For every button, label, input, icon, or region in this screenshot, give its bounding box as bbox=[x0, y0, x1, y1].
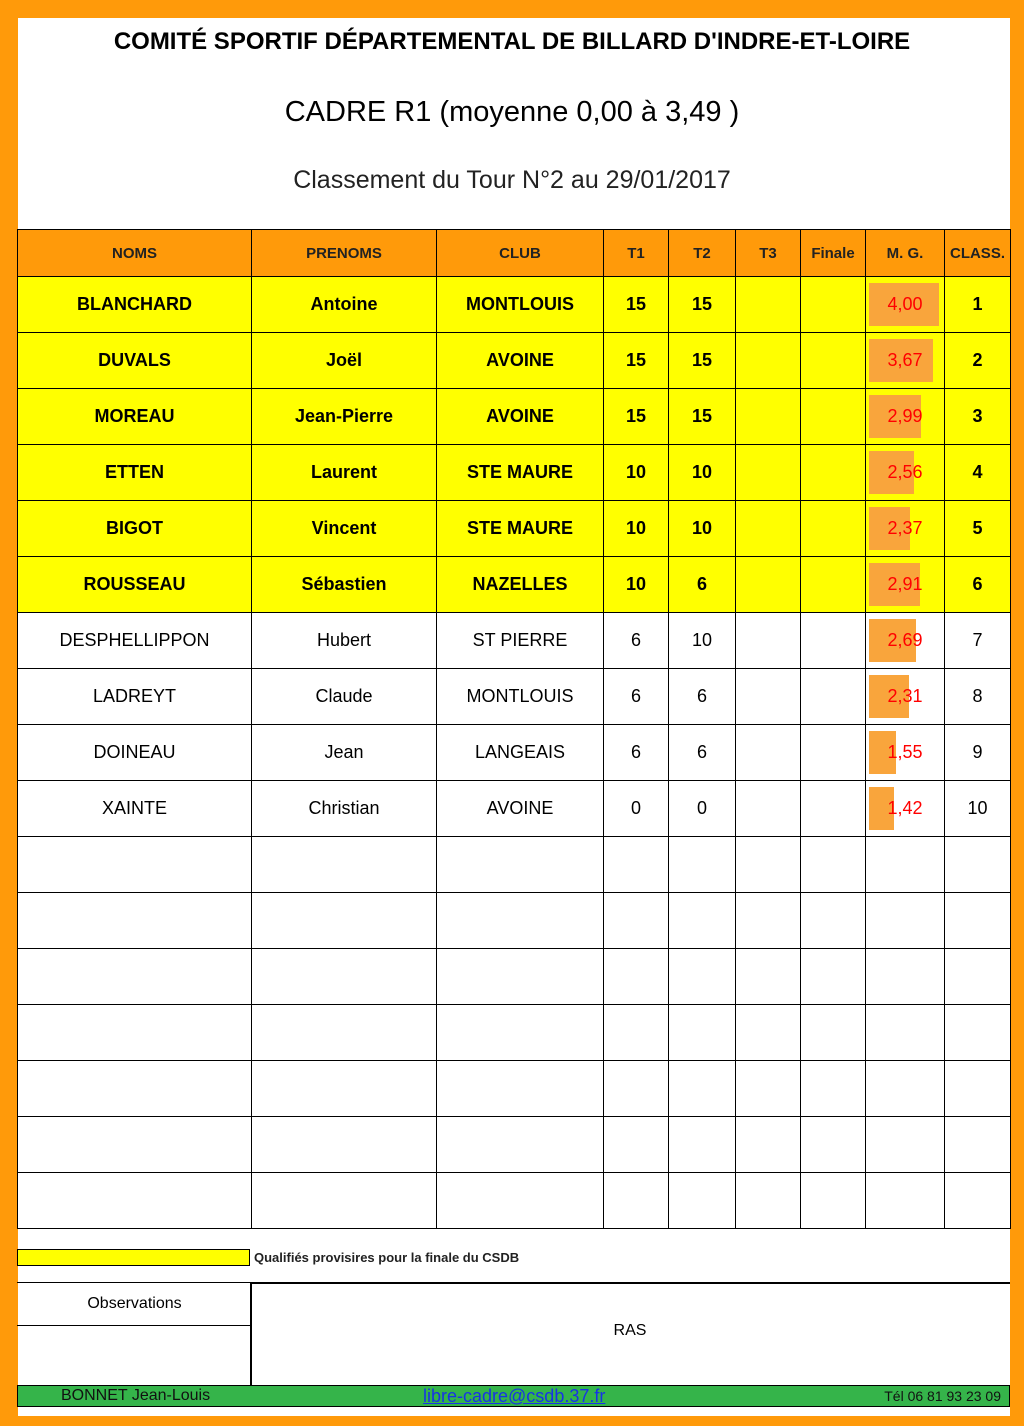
empty-cell bbox=[801, 893, 866, 949]
empty-cell bbox=[866, 949, 945, 1005]
cell-nom: DOINEAU bbox=[18, 725, 252, 781]
cell-t1: 6 bbox=[604, 725, 669, 781]
empty-cell bbox=[604, 1173, 669, 1229]
legend-text: Qualifiés provisires pour la finale du CSDB bbox=[254, 1250, 520, 1265]
cell-prenom: Vincent bbox=[252, 501, 437, 557]
footer-contact-name: BONNET Jean-Louis bbox=[61, 1387, 211, 1404]
cell-prenom: Jean bbox=[252, 725, 437, 781]
cell-t2: 15 bbox=[669, 333, 736, 389]
mg-value: 4,00 bbox=[887, 294, 923, 314]
cell-t3 bbox=[736, 781, 801, 837]
mg-value: 2,31 bbox=[887, 686, 923, 706]
cell-t1: 10 bbox=[604, 501, 669, 557]
table-row bbox=[18, 781, 1011, 837]
cell-class: 8 bbox=[945, 669, 1011, 725]
col-header-class: CLASS. bbox=[945, 230, 1011, 277]
empty-cell bbox=[801, 1061, 866, 1117]
empty-cell bbox=[437, 1117, 604, 1173]
empty-cell bbox=[604, 1005, 669, 1061]
cell-finale bbox=[801, 501, 866, 557]
ranking-table bbox=[17, 229, 1011, 1229]
empty-cell bbox=[604, 949, 669, 1005]
empty-cell bbox=[866, 1173, 945, 1229]
empty-cell bbox=[18, 1005, 252, 1061]
col-header-mg: M. G. bbox=[866, 230, 945, 277]
cell-t2: 6 bbox=[669, 557, 736, 613]
empty-table-row bbox=[18, 1117, 1011, 1173]
cell-t1: 6 bbox=[604, 613, 669, 669]
cell-prenom: Christian bbox=[252, 781, 437, 837]
empty-cell bbox=[437, 1173, 604, 1229]
empty-cell bbox=[736, 1005, 801, 1061]
observations-text: RAS bbox=[613, 1322, 647, 1339]
cell-club: NAZELLES bbox=[437, 557, 604, 613]
cell-t2: 15 bbox=[669, 389, 736, 445]
cell-prenom: Jean-Pierre bbox=[252, 389, 437, 445]
empty-cell bbox=[866, 893, 945, 949]
table-row bbox=[18, 501, 1011, 557]
cell-t3 bbox=[736, 389, 801, 445]
empty-cell bbox=[736, 1173, 801, 1229]
cell-prenom: Sébastien bbox=[252, 557, 437, 613]
empty-cell bbox=[252, 1173, 437, 1229]
empty-table-row bbox=[18, 893, 1011, 949]
empty-cell bbox=[252, 837, 437, 893]
col-header-noms: NOMS bbox=[18, 230, 252, 277]
cell-t3 bbox=[736, 613, 801, 669]
empty-cell bbox=[604, 1061, 669, 1117]
cell-class: 5 bbox=[945, 501, 1011, 557]
cell-mg bbox=[866, 613, 945, 669]
cell-t3 bbox=[736, 277, 801, 333]
cell-club: MONTLOUIS bbox=[437, 669, 604, 725]
empty-cell bbox=[252, 893, 437, 949]
cell-t3 bbox=[736, 501, 801, 557]
mg-value: 2,91 bbox=[887, 574, 923, 594]
empty-cell bbox=[18, 949, 252, 1005]
empty-cell bbox=[437, 1005, 604, 1061]
table-row bbox=[18, 557, 1011, 613]
cell-finale bbox=[801, 445, 866, 501]
table-row bbox=[18, 669, 1011, 725]
empty-cell bbox=[669, 837, 736, 893]
empty-cell bbox=[669, 949, 736, 1005]
empty-cell bbox=[945, 837, 1011, 893]
cell-prenom: Hubert bbox=[252, 613, 437, 669]
cell-club: STE MAURE bbox=[437, 445, 604, 501]
cell-club: LANGEAIS bbox=[437, 725, 604, 781]
empty-cell bbox=[866, 1005, 945, 1061]
table-row bbox=[18, 333, 1011, 389]
cell-prenom: Antoine bbox=[252, 277, 437, 333]
mg-value: 2,56 bbox=[887, 462, 923, 482]
cell-class: 9 bbox=[945, 725, 1011, 781]
cell-t2: 6 bbox=[669, 669, 736, 725]
cell-t1: 15 bbox=[604, 333, 669, 389]
col-header-t2: T2 bbox=[669, 230, 736, 277]
empty-cell bbox=[736, 1117, 801, 1173]
col-header-finale: Finale bbox=[801, 230, 866, 277]
cell-t1: 15 bbox=[604, 389, 669, 445]
empty-cell bbox=[736, 949, 801, 1005]
footer-email-link[interactable]: libre-cadre@csdb.37.fr bbox=[423, 1386, 606, 1406]
cell-mg bbox=[866, 781, 945, 837]
cell-prenom: Laurent bbox=[252, 445, 437, 501]
cell-class: 2 bbox=[945, 333, 1011, 389]
empty-cell bbox=[866, 1061, 945, 1117]
col-header-t3: T3 bbox=[736, 230, 801, 277]
col-header-club: CLUB bbox=[437, 230, 604, 277]
cell-mg bbox=[866, 557, 945, 613]
cell-nom: MOREAU bbox=[18, 389, 252, 445]
observations-label: Observations bbox=[17, 1282, 252, 1326]
empty-cell bbox=[801, 837, 866, 893]
table-header-row bbox=[18, 230, 1011, 277]
empty-table-row bbox=[18, 1005, 1011, 1061]
empty-cell bbox=[437, 837, 604, 893]
empty-cell bbox=[18, 1117, 252, 1173]
empty-cell bbox=[252, 1117, 437, 1173]
cell-finale bbox=[801, 333, 866, 389]
observations-top-border bbox=[250, 1282, 1010, 1284]
col-header-prenoms: PRENOMS bbox=[252, 230, 437, 277]
empty-cell bbox=[18, 1173, 252, 1229]
mg-value: 2,69 bbox=[887, 630, 923, 650]
empty-table-row bbox=[18, 837, 1011, 893]
table-row bbox=[18, 613, 1011, 669]
cell-nom: DESPHELLIPPON bbox=[18, 613, 252, 669]
empty-cell bbox=[604, 837, 669, 893]
cell-prenom: Claude bbox=[252, 669, 437, 725]
cell-prenom: Joël bbox=[252, 333, 437, 389]
cell-t3 bbox=[736, 333, 801, 389]
table-body bbox=[18, 277, 1011, 1229]
cell-t1: 10 bbox=[604, 445, 669, 501]
cell-finale bbox=[801, 277, 866, 333]
cell-class: 7 bbox=[945, 613, 1011, 669]
cell-class: 3 bbox=[945, 389, 1011, 445]
empty-cell bbox=[801, 1117, 866, 1173]
empty-cell bbox=[945, 1005, 1011, 1061]
empty-cell bbox=[669, 893, 736, 949]
mg-value: 2,99 bbox=[887, 406, 923, 426]
empty-cell bbox=[736, 1061, 801, 1117]
cell-t2: 6 bbox=[669, 725, 736, 781]
cell-mg bbox=[866, 277, 945, 333]
cell-finale bbox=[801, 613, 866, 669]
cell-finale bbox=[801, 389, 866, 445]
empty-cell bbox=[252, 949, 437, 1005]
cell-mg bbox=[866, 669, 945, 725]
empty-cell bbox=[18, 1061, 252, 1117]
cell-t1: 15 bbox=[604, 277, 669, 333]
cell-t1: 0 bbox=[604, 781, 669, 837]
empty-cell bbox=[252, 1061, 437, 1117]
empty-cell bbox=[604, 893, 669, 949]
committee-title: COMITÉ SPORTIF DÉPARTEMENTAL DE BILLARD D'INDRE-ET-LOIRE bbox=[113, 28, 911, 55]
cell-club: STE MAURE bbox=[437, 501, 604, 557]
cell-nom: ETTEN bbox=[18, 445, 252, 501]
empty-cell bbox=[866, 837, 945, 893]
empty-cell bbox=[945, 1173, 1011, 1229]
cell-mg bbox=[866, 725, 945, 781]
cell-class: 6 bbox=[945, 557, 1011, 613]
empty-table-row bbox=[18, 949, 1011, 1005]
empty-cell bbox=[18, 893, 252, 949]
empty-cell bbox=[669, 1061, 736, 1117]
cell-finale bbox=[801, 557, 866, 613]
empty-cell bbox=[252, 1005, 437, 1061]
empty-cell bbox=[945, 1117, 1011, 1173]
empty-table-row bbox=[18, 1061, 1011, 1117]
empty-cell bbox=[669, 1005, 736, 1061]
cell-nom: BIGOT bbox=[18, 501, 252, 557]
cell-t3 bbox=[736, 669, 801, 725]
table-row bbox=[18, 725, 1011, 781]
cell-t1: 6 bbox=[604, 669, 669, 725]
legend-swatch bbox=[17, 1249, 250, 1266]
cell-t2: 10 bbox=[669, 445, 736, 501]
cell-club: AVOINE bbox=[437, 333, 604, 389]
cell-nom: ROUSSEAU bbox=[18, 557, 252, 613]
table-row bbox=[18, 277, 1011, 333]
cell-finale bbox=[801, 669, 866, 725]
ranking-title: Classement du Tour N°2 au 29/01/2017 bbox=[293, 166, 731, 194]
mg-value: 3,67 bbox=[887, 350, 923, 370]
cell-t1: 10 bbox=[604, 557, 669, 613]
empty-cell bbox=[669, 1173, 736, 1229]
cell-t3 bbox=[736, 557, 801, 613]
cell-nom: LADREYT bbox=[18, 669, 252, 725]
mg-value: 1,42 bbox=[887, 798, 923, 818]
empty-table-row bbox=[18, 1173, 1011, 1229]
cell-mg bbox=[866, 333, 945, 389]
cell-nom: DUVALS bbox=[18, 333, 252, 389]
empty-cell bbox=[945, 949, 1011, 1005]
empty-cell bbox=[736, 837, 801, 893]
cell-nom: BLANCHARD bbox=[18, 277, 252, 333]
mg-value: 2,37 bbox=[887, 518, 923, 538]
cell-finale bbox=[801, 781, 866, 837]
cell-class: 4 bbox=[945, 445, 1011, 501]
cell-club: ST PIERRE bbox=[437, 613, 604, 669]
empty-cell bbox=[945, 1061, 1011, 1117]
cell-club: AVOINE bbox=[437, 389, 604, 445]
cell-class: 1 bbox=[945, 277, 1011, 333]
empty-cell bbox=[736, 893, 801, 949]
empty-cell bbox=[437, 893, 604, 949]
empty-cell bbox=[437, 949, 604, 1005]
mg-value: 1,55 bbox=[887, 742, 923, 762]
cell-finale bbox=[801, 725, 866, 781]
empty-cell bbox=[604, 1117, 669, 1173]
empty-cell bbox=[945, 893, 1011, 949]
cell-t3 bbox=[736, 445, 801, 501]
empty-cell bbox=[437, 1061, 604, 1117]
footer-phone: Tél 06 81 93 23 09 bbox=[884, 1388, 1001, 1404]
footer-bar bbox=[17, 1385, 1010, 1407]
empty-cell bbox=[801, 949, 866, 1005]
cell-t2: 10 bbox=[669, 613, 736, 669]
table-row bbox=[18, 389, 1011, 445]
cell-mg bbox=[866, 389, 945, 445]
empty-cell bbox=[669, 1117, 736, 1173]
cell-t2: 10 bbox=[669, 501, 736, 557]
table-row bbox=[18, 445, 1011, 501]
cell-club: AVOINE bbox=[437, 781, 604, 837]
col-header-t1: T1 bbox=[604, 230, 669, 277]
cell-club: MONTLOUIS bbox=[437, 277, 604, 333]
empty-cell bbox=[801, 1173, 866, 1229]
cell-t2: 15 bbox=[669, 277, 736, 333]
cell-class: 10 bbox=[945, 781, 1011, 837]
cell-mg bbox=[866, 501, 945, 557]
cell-t2: 0 bbox=[669, 781, 736, 837]
empty-cell bbox=[801, 1005, 866, 1061]
category-title: CADRE R1 (moyenne 0,00 à 3,49 ) bbox=[284, 96, 740, 128]
empty-cell bbox=[18, 837, 252, 893]
empty-cell bbox=[866, 1117, 945, 1173]
cell-nom: XAINTE bbox=[18, 781, 252, 837]
cell-mg bbox=[866, 445, 945, 501]
cell-t3 bbox=[736, 725, 801, 781]
